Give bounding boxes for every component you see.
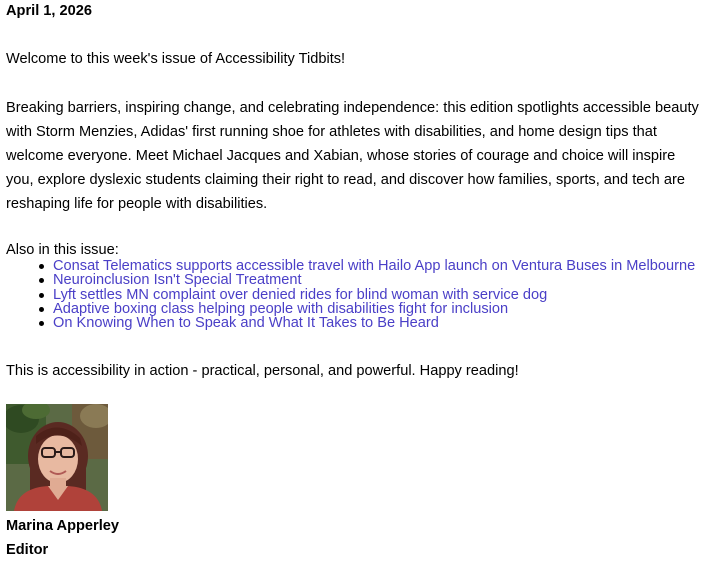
- article-link-neuroinclusion[interactable]: Neuroinclusion Isn't Special Treatment: [53, 272, 302, 289]
- article-link-boxing[interactable]: Adaptive boxing class helping people with disabilities fight for inclusion: [53, 300, 509, 317]
- editor-photo: [6, 404, 108, 511]
- also-in-issue-label: Also in this issue:: [6, 242, 119, 258]
- editor-portrait-image: [6, 404, 108, 511]
- intro-paragraph: Breaking barriers, inspiring change, and celebrating independence: this edition spotlights accessible beauty with Storm Menzies, Adidas' first running shoe for athletes with disabilities, and home design tips that welcome everyone. Meet Michael Jacques and Xabian, whose stories of courage and choice will inspire you, explore dyslexic students claiming their right to read, and discover how families, sports, and tech are reshaping life for people with disabilities.: [6, 100, 699, 212]
- list-item: [53, 273, 695, 287]
- article-link-speak[interactable]: On Knowing When to Speak and What It Takes to Be Heard: [53, 315, 439, 332]
- editor-role: Editor: [6, 542, 49, 558]
- list-item: [53, 288, 695, 302]
- welcome-line: Welcome to this week's issue of Accessibility Tidbits!: [6, 51, 346, 67]
- article-link-list: [6, 259, 695, 330]
- article-link-lyft[interactable]: Lyft settles MN complaint over denied rides for blind woman with service dog: [53, 286, 548, 303]
- issue-date: April 1, 2026: [6, 3, 92, 19]
- list-item: [53, 259, 695, 273]
- list-item: [53, 302, 695, 316]
- editor-name: Marina Apperley: [6, 518, 120, 534]
- closing-line: This is accessibility in action - practical, personal, and powerful. Happy reading!: [6, 363, 519, 379]
- list-item: [53, 316, 695, 330]
- article-link-consat[interactable]: Consat Telematics supports accessible travel with Hailo App launch on Ventura Buses in Melbourne: [53, 258, 696, 274]
